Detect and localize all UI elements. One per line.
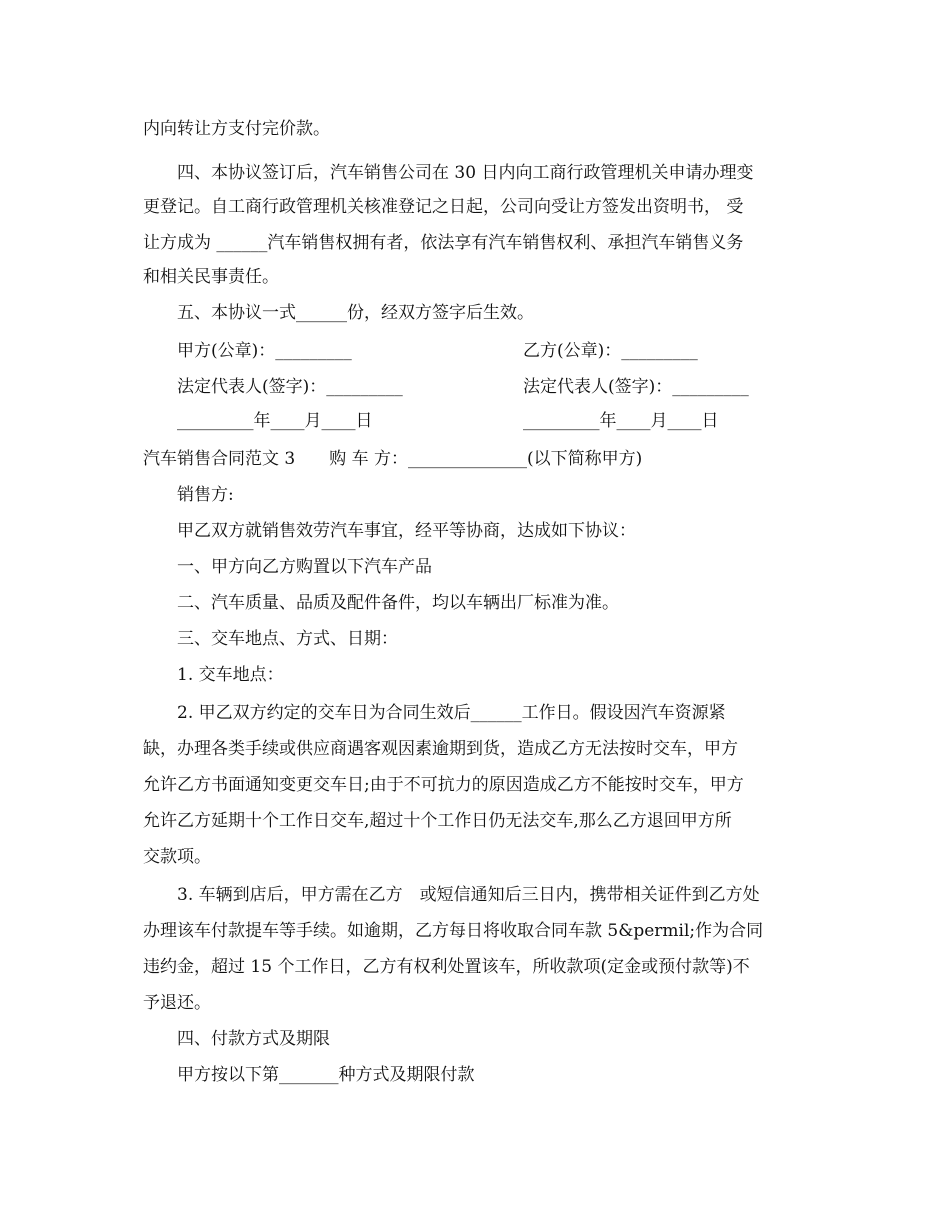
text-line: 销售方: bbox=[177, 485, 234, 505]
party-b-representative: 法定代表人(签字)：_________ bbox=[523, 377, 749, 397]
party-b-seal: 乙方(公章)：_________ bbox=[523, 341, 698, 361]
text-line: 五、本协议一式______份，经双方签字后生效。 bbox=[177, 303, 534, 323]
party-a-representative: 法定代表人(签字)：_________ bbox=[177, 377, 403, 397]
text-line: 四、付款方式及期限 bbox=[177, 1029, 330, 1049]
text-line: 3. 车辆到店后，甲方需在乙方 或短信通知后三日内，携带相关证件到乙方处 bbox=[177, 885, 760, 905]
section-title: 汽车销售合同范文 3 购 车 方：______________(以下简称甲方) bbox=[143, 449, 643, 469]
text-line: 甲方按以下第_______种方式及期限付款 bbox=[177, 1065, 475, 1085]
party-a-seal: 甲方(公章)：_________ bbox=[177, 341, 352, 361]
party-a-date: _________年____月____日 bbox=[177, 411, 373, 431]
text-line: 2. 甲乙双方约定的交车日为合同生效后______工作日。假设因汽车资源紧 bbox=[177, 703, 726, 723]
text-line: 更登记。自工商行政管理机关核准登记之日起，公司向受让方签发出资明书， 受 bbox=[143, 197, 744, 217]
text-line: 四、本协议签订后，汽车销售公司在 30 日内向工商行政管理机关申请办理变 bbox=[177, 163, 754, 183]
text-line: 缺，办理各类手续或供应商遇客观因素逾期到货，造成乙方无法按时交车，甲方 bbox=[143, 739, 738, 759]
text-line: 允许乙方书面通知变更交车日;由于不可抗力的原因造成乙方不能按时交车，甲方 bbox=[143, 775, 744, 795]
text-line: 和相关民事责任。 bbox=[143, 267, 279, 287]
text-line: 1. 交车地点： bbox=[177, 665, 284, 685]
text-line: 让方成为 ______汽车销售权拥有者，依法享有汽车销售权利、承担汽车销售义务 bbox=[143, 233, 744, 253]
text-line: 内向转让方支付完价款。 bbox=[143, 119, 330, 139]
text-line: 违约金，超过 15 个工作日，乙方有权利处置该车，所收款项(定金或预付款等)不 bbox=[143, 957, 750, 977]
text-line: 予退还。 bbox=[143, 993, 211, 1013]
party-b-date: _________年____月____日 bbox=[523, 411, 719, 431]
text-line: 允许乙方延期十个工作日交车,超过十个工作日仍无法交车,那么乙方退回甲方所 bbox=[143, 811, 732, 831]
text-line: 三、交车地点、方式、日期： bbox=[177, 629, 398, 649]
text-line: 甲乙双方就销售效劳汽车事宜，经平等协商，达成如下协议： bbox=[177, 521, 636, 541]
text-line: 二、汽车质量、品质及配件备件，均以车辆出厂标准为准。 bbox=[177, 593, 619, 613]
text-line: 一、甲方向乙方购置以下汽车产品 bbox=[177, 557, 432, 577]
text-line: 办理该车付款提车等手续。如逾期，乙方每日将收取合同车款 5&permil;作为合同 bbox=[143, 921, 764, 941]
text-line: 交款项。 bbox=[143, 847, 211, 867]
